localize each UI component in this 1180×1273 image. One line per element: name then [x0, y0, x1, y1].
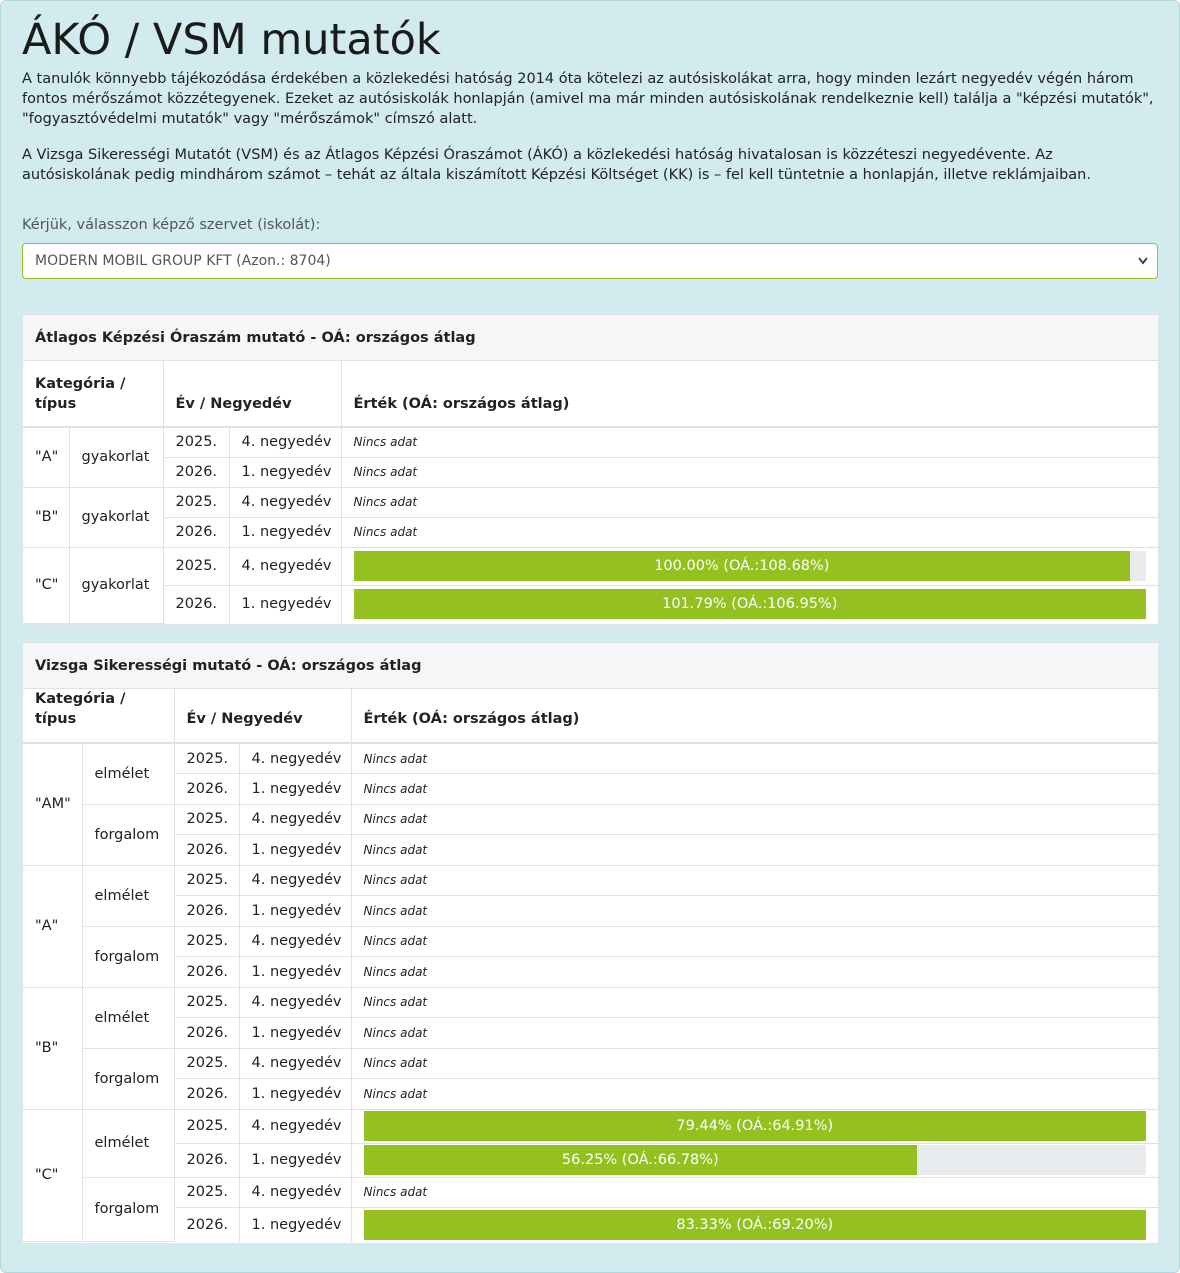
- vsm-card: [22, 642, 1159, 1244]
- progress-bar: [364, 1145, 1146, 1175]
- value-cell: [341, 547, 1158, 585]
- intro-paragraph-1: A tanulók könnyebb tájékozódása érdekében a közlekedési hatóság 2014 óta kötelezi az autósiskolákat arra, hogy minden lezárt negyedév végén három fontos mérőszámot közzétegyenek. Ezeket az autósiskolák honlapján (amivel ma már minden autósiskolának rendelkeznie kell) találja a "képzési mutatók", "fogyasztóvédelmi mutatók" vagy "mérőszámok" címszó alatt.: [22, 71, 1154, 127]
- value-cell: [341, 487, 1158, 517]
- year-cell: 2026.: [174, 774, 239, 805]
- year-cell: 2025.: [174, 865, 239, 896]
- quarter-cell: 4. negyedév: [239, 987, 351, 1018]
- no-data-text: Nincs adat: [353, 525, 418, 539]
- type-cell: forgalom: [82, 804, 174, 865]
- progress-bar-label: 56.25% (OÁ.:66.78%): [561, 1152, 719, 1168]
- year-cell: 2025.: [163, 547, 229, 585]
- no-data-text: Nincs adat: [363, 812, 428, 827]
- category-cell: "C": [23, 547, 69, 623]
- ako-header-value: Érték (OÁ: országos átlag): [341, 361, 1158, 427]
- school-select-label: Kérjük, válasszon képző szervet (iskolát):: [22, 217, 321, 233]
- no-data-text: Nincs adat: [363, 964, 428, 979]
- value-cell: [351, 957, 1158, 988]
- table-row: [23, 926, 1158, 957]
- no-data-text: Nincs adat: [363, 1025, 428, 1040]
- value-cell: [351, 1018, 1158, 1049]
- quarter-cell: 4. negyedév: [229, 427, 341, 457]
- table-row: [23, 1109, 1158, 1143]
- year-cell: 2025.: [174, 804, 239, 835]
- value-cell: [351, 987, 1158, 1018]
- category-cell: "A": [23, 427, 69, 487]
- table-row: [23, 835, 1158, 866]
- year-cell: 2025.: [174, 1109, 239, 1143]
- no-data-text: Nincs adat: [363, 781, 428, 796]
- year-cell: 2025.: [174, 743, 239, 774]
- no-data-text: Nincs adat: [353, 435, 418, 450]
- value-cell: [351, 1177, 1158, 1208]
- table-row: [23, 804, 1158, 835]
- value-cell: [341, 457, 1158, 487]
- year-cell: 2025.: [174, 926, 239, 957]
- value-cell: [351, 865, 1158, 896]
- table-row: [23, 1208, 1158, 1242]
- no-data-text: Nincs adat: [363, 842, 428, 857]
- type-cell: gyakorlat: [69, 547, 163, 623]
- quarter-cell: 1. negyedév: [239, 1018, 351, 1049]
- table-row: [23, 743, 1158, 774]
- table-row: [23, 865, 1158, 896]
- year-cell: 2025.: [174, 1177, 239, 1208]
- quarter-cell: 4. negyedév: [239, 1109, 351, 1143]
- year-cell: 2026.: [174, 957, 239, 988]
- no-data-text: Nincs adat: [363, 903, 428, 918]
- type-cell: forgalom: [82, 1177, 174, 1242]
- table-row: [23, 1018, 1158, 1049]
- no-data-text: Nincs adat: [353, 465, 418, 479]
- year-cell: 2026.: [174, 1143, 239, 1177]
- category-cell: "C": [23, 1109, 82, 1242]
- table-row: [23, 585, 1158, 623]
- year-cell: 2026.: [174, 896, 239, 927]
- vsm-card-title: Vizsga Sikerességi mutató - OÁ: országos átlag: [23, 643, 1158, 689]
- year-cell: 2026.: [174, 835, 239, 866]
- table-row: [23, 1177, 1158, 1208]
- vsm-header-category: Kategória / típus: [23, 689, 174, 743]
- year-cell: 2026.: [174, 1018, 239, 1049]
- ako-header-period: Év / Negyedév: [163, 361, 341, 427]
- quarter-cell: 4. negyedév: [239, 804, 351, 835]
- progress-bar: [354, 589, 1146, 619]
- school-select-value: MODERN MOBIL GROUP KFT (Azon.: 8704): [35, 253, 331, 269]
- no-data-text: Nincs adat: [363, 1086, 428, 1101]
- type-cell: elmélet: [82, 1109, 174, 1177]
- quarter-cell: 1. negyedév: [239, 1143, 351, 1177]
- value-cell: [351, 1208, 1158, 1242]
- quarter-cell: 1. negyedév: [239, 1079, 351, 1110]
- no-data-text: Nincs adat: [353, 495, 418, 509]
- category-cell: "B": [23, 987, 82, 1109]
- type-cell: forgalom: [82, 926, 174, 987]
- table-row: [23, 987, 1158, 1018]
- category-cell: "B": [23, 487, 69, 547]
- chevron-down-icon: [1137, 244, 1149, 291]
- table-row: [23, 1079, 1158, 1110]
- quarter-cell: 4. negyedév: [239, 1177, 351, 1208]
- year-cell: 2025.: [163, 427, 229, 457]
- table-row: [23, 1048, 1158, 1079]
- ako-card-title: Átlagos Képzési Óraszám mutató - OÁ: országos átlag: [23, 315, 1158, 361]
- ako-card: [22, 314, 1159, 625]
- year-cell: 2025.: [174, 1048, 239, 1079]
- value-cell: [351, 835, 1158, 866]
- no-data-text: Nincs adat: [363, 751, 428, 766]
- type-cell: elmélet: [82, 743, 174, 804]
- year-cell: 2026.: [163, 517, 229, 547]
- school-select[interactable]: [22, 243, 1158, 279]
- quarter-cell: 4. negyedév: [239, 743, 351, 774]
- year-cell: 2026.: [174, 1208, 239, 1242]
- quarter-cell: 1. negyedév: [239, 1208, 351, 1242]
- progress-bar-label: 79.44% (OÁ.:64.91%): [676, 1118, 834, 1134]
- quarter-cell: 4. negyedév: [229, 547, 341, 585]
- year-cell: 2025.: [174, 987, 239, 1018]
- year-cell: 2026.: [163, 457, 229, 487]
- category-cell: "AM": [23, 743, 82, 865]
- no-data-text: Nincs adat: [363, 1185, 428, 1200]
- year-cell: 2026.: [163, 585, 229, 623]
- value-cell: [351, 774, 1158, 805]
- vsm-header-period: Év / Negyedév: [174, 689, 351, 743]
- progress-bar-label: 101.79% (OÁ.:106.95%): [662, 596, 838, 613]
- table-row: [23, 774, 1158, 805]
- year-cell: 2025.: [163, 487, 229, 517]
- quarter-cell: 1. negyedév: [229, 457, 341, 487]
- value-cell: [341, 517, 1158, 547]
- table-row: [23, 517, 1158, 547]
- progress-bar: [354, 551, 1146, 581]
- table-row: [23, 1143, 1158, 1177]
- quarter-cell: 4. negyedév: [239, 865, 351, 896]
- value-cell: [341, 585, 1158, 623]
- vsm-table: [23, 689, 1158, 1242]
- value-cell: [351, 1079, 1158, 1110]
- no-data-text: Nincs adat: [363, 934, 428, 949]
- table-row: [23, 457, 1158, 487]
- ako-header-category: Kategória / típus: [23, 361, 163, 427]
- quarter-cell: 1. negyedév: [239, 896, 351, 927]
- table-row: [23, 547, 1158, 585]
- intro-paragraph-2: A Vizsga Sikerességi Mutatót (VSM) és az Átlagos Képzési Óraszámot (ÁKÓ) a közlekedési hatóság hivatalosan is közzéteszi negyedévente. Az autósiskolának pedig mindhárom számot – tehát az általa kiszámított Képzési Költséget (KK) is – fel kell tüntetnie a honlapján, illetve reklámjaiban.: [22, 147, 1091, 183]
- value-cell: [341, 427, 1158, 457]
- table-row: [23, 957, 1158, 988]
- quarter-cell: 1. negyedév: [239, 835, 351, 866]
- type-cell: gyakorlat: [69, 487, 163, 547]
- value-cell: [351, 896, 1158, 927]
- quarter-cell: 1. negyedév: [229, 585, 341, 623]
- value-cell: [351, 926, 1158, 957]
- no-data-text: Nincs adat: [363, 995, 428, 1010]
- table-row: [23, 427, 1158, 457]
- vsm-header-value: Érték (OÁ: országos átlag): [351, 689, 1158, 743]
- value-cell: [351, 804, 1158, 835]
- type-cell: elmélet: [82, 987, 174, 1048]
- page-title: ÁKÓ / VSM mutatók: [22, 15, 441, 65]
- ako-table: [23, 361, 1158, 624]
- value-cell: [351, 1048, 1158, 1079]
- quarter-cell: 1. negyedév: [229, 517, 341, 547]
- quarter-cell: 1. negyedév: [239, 957, 351, 988]
- quarter-cell: 4. negyedév: [239, 926, 351, 957]
- value-cell: [351, 1143, 1158, 1177]
- table-row: [23, 896, 1158, 927]
- type-cell: elmélet: [82, 865, 174, 926]
- no-data-text: Nincs adat: [363, 1056, 428, 1071]
- no-data-text: Nincs adat: [363, 873, 428, 888]
- progress-bar: [364, 1210, 1146, 1240]
- quarter-cell: 4. negyedév: [229, 487, 341, 517]
- value-cell: [351, 743, 1158, 774]
- progress-bar: [364, 1111, 1146, 1141]
- progress-bar-label: 100.00% (OÁ.:108.68%): [654, 558, 830, 574]
- year-cell: 2026.: [174, 1079, 239, 1110]
- type-cell: forgalom: [82, 1048, 174, 1109]
- table-row: [23, 487, 1158, 517]
- quarter-cell: 4. negyedév: [239, 1048, 351, 1079]
- value-cell: [351, 1109, 1158, 1143]
- quarter-cell: 1. negyedév: [239, 774, 351, 805]
- type-cell: gyakorlat: [69, 427, 163, 487]
- category-cell: "A": [23, 865, 82, 987]
- progress-bar-label: 83.33% (OÁ.:69.20%): [676, 1216, 834, 1233]
